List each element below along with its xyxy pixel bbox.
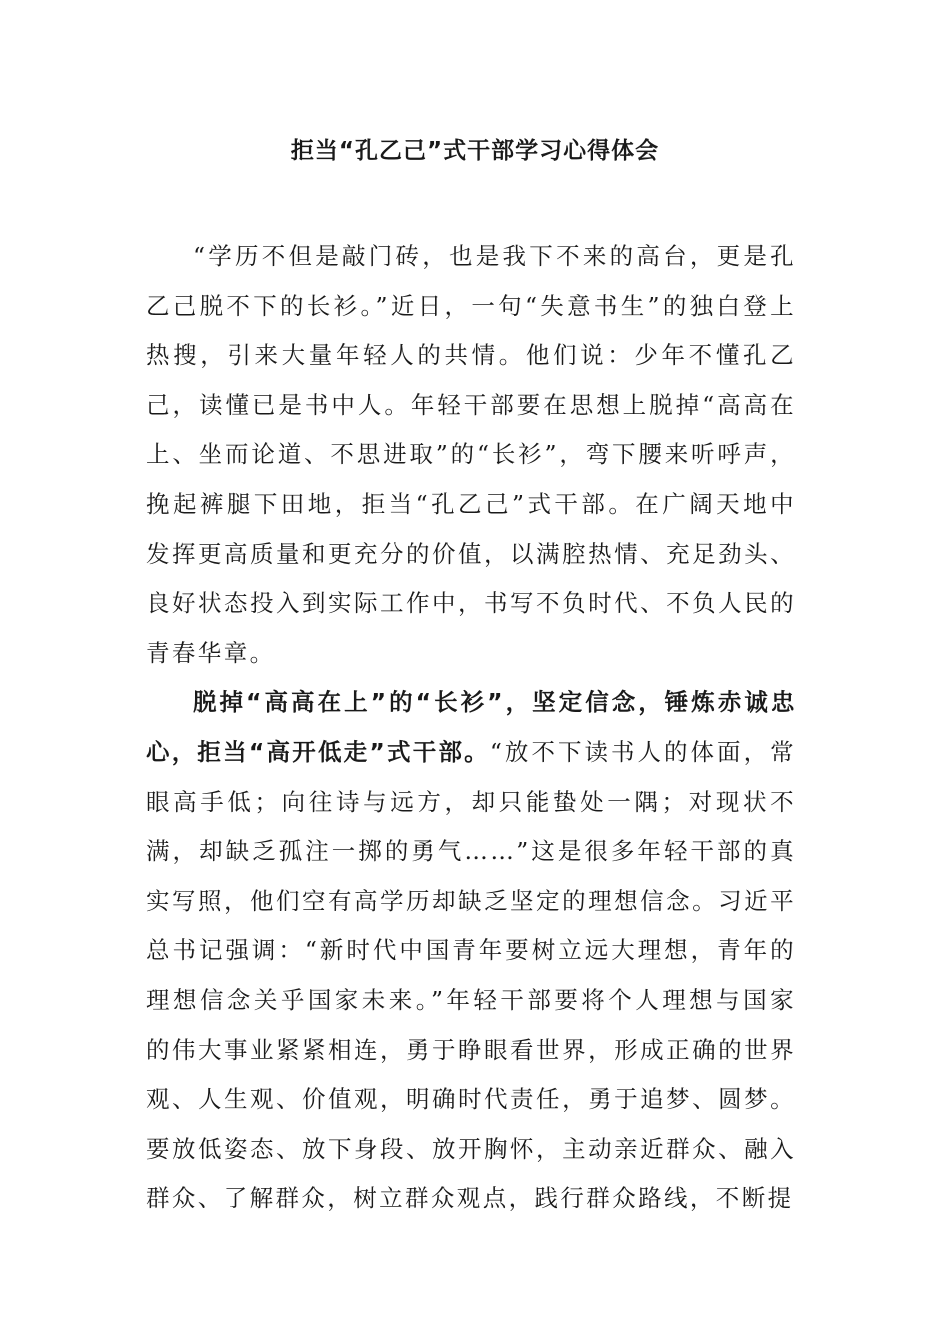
paragraph-section-1 bbox=[146, 678, 796, 1224]
document-title: 拒当“孔乙己”式干部学习心得体会 bbox=[290, 138, 660, 164]
section-heading: 脱掉“高高在上”的“长衫”，坚定信念，锤炼赤诚忠心，拒当“高开低走”式干部。 bbox=[146, 688, 796, 766]
document-body bbox=[146, 232, 796, 1224]
paragraph-text: “学历不但是敲门砖，也是我下不来的高台，更是孔乙己脱不下的长衫。”近日，一句“失意书生”的独白登上热搜，引来大量年轻人的共情。他们说：少年不懂孔乙己，读懂已是书中人。年轻干部要在思想上脱掉“高高在上、坐而论道、不思进取”的“长衫”，弯下腰来听呼声，挽起裤腿下田地，拒当“孔乙己”式干部。在广阔天地中发挥更高质量和更充分的价值，以满腔热情、充足劲头、良好状态投入到实际工作中，书写不负时代、不负人民的青春华章。 bbox=[146, 242, 796, 667]
paragraph-intro bbox=[146, 232, 796, 678]
paragraph-text: “放不下读书人的体面，常眼高手低；向往诗与远方，却只能蛰处一隅；对现状不满，却缺乏孤注一掷的勇气……”这是很多年轻干部的真实写照，他们空有高学历却缺乏坚定的理想信念。习近平总书记强调：“新时代中国青年要树立远大理想，青年的理想信念关乎国家未来。”年轻干部要将个人理想与国家的伟大事业紧紧相连，勇于睁眼看世界，形成正确的世界观、人生观、价值观，明确时代责任，勇于追梦、圆梦。要放低姿态、放下身段、放开胸怀，主动亲近群众、融入群众、了解群众，树立群众观点，践行群众路线，不断提 bbox=[146, 737, 796, 1213]
